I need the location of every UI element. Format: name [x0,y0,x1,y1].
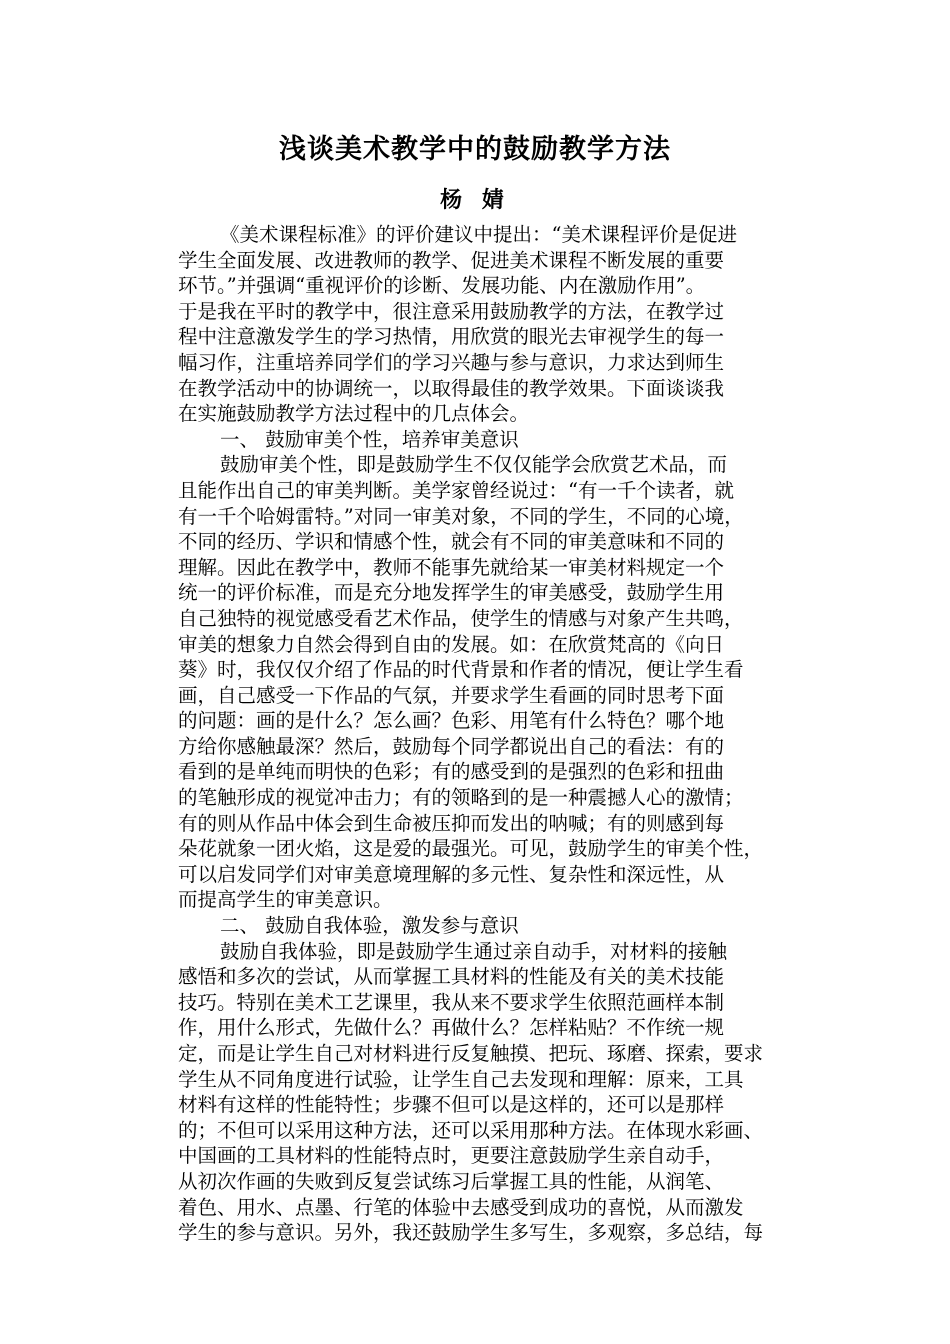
text-line: 学生的参与意识。另外，我还鼓励学生多写生，多观察，多总结，每 [178,1221,764,1245]
text-line: 不同的经历、学识和情感个性，就会有不同的审美意味和不同的 [178,530,725,554]
text-line: 于是我在平时的教学中，很注意采用鼓励教学的方法，在教学过 [178,299,725,323]
text-line: 作，用什么形式，先做什么？再做什么？怎样粘贴？不作统一规 [178,1016,725,1040]
text-line: 鼓励审美个性，即是鼓励学生不仅仅能学会欣赏艺术品，而 [220,453,728,477]
text-line: 方给你感触最深？然后，鼓励每个同学都说出自己的看法：有的 [178,734,725,758]
text-line: 鼓励自我体验，即是鼓励学生通过亲自动手，对材料的接触 [220,939,728,963]
text-line: 有一千个哈姆雷特。”对同一审美对象，不同的学生，不同的心境， [178,504,744,528]
section-heading: 二、 鼓励自我体验，激发参与意识 [220,914,519,938]
text-line: 的笔触形成的视觉冲击力；有的领略到的是一种震撼人心的激情； [178,786,744,810]
text-line: 画，自己感受一下作品的气氛，并要求学生看画的同时思考下面 [178,683,725,707]
section-heading: 一、 鼓励审美个性，培养审美意识 [220,427,519,451]
text-line: 朵花就象一团火焰，这是爱的最强光。可见，鼓励学生的审美个性， [178,837,764,861]
text-line: 审美的想象力自然会得到自由的发展。如：在欣赏梵高的《向日 [178,632,725,656]
author-name: 杨 婧 [440,187,510,213]
text-line: 在实施鼓励教学方法过程中的几点体会。 [178,402,530,426]
text-line: 技巧。特别在美术工艺课里，我从来不要求学生依照范画样本制 [178,990,725,1014]
text-line: 可以启发同学们对审美意境理解的多元性、复杂性和深远性，从 [178,862,725,886]
text-line: 的问题：画的是什么？怎么画？色彩、用笔有什么特色？哪个地 [178,709,725,733]
text-line: 统一的评价标准，而是充分地发挥学生的审美感受，鼓励学生用 [178,581,725,605]
text-line: 且能作出自己的审美判断。美学家曾经说过：“有一千个读者，就 [178,478,734,502]
text-line: 着色、用水、点墨、行笔的体验中去感受到成功的喜悦，从而激发 [178,1195,744,1219]
text-line: 定，而是让学生自己对材料进行反复触摸、把玩、琢磨、探索，要求 [178,1042,764,1065]
text-line: 在教学活动中的协调统一，以取得最佳的教学效果。下面谈谈我 [178,376,725,400]
text-line: 学生从不同角度进行试验，让学生自己去发现和理解：原来，工具 [178,1067,744,1091]
text-line: 感悟和多次的尝试，从而掌握工具材料的性能及有关的美术技能 [178,965,725,989]
text-line: 自己独特的视觉感受看艺术作品，使学生的情感与对象产生共鸣， [178,606,744,630]
text-line: 而提高学生的审美意识。 [178,888,393,912]
document-title: 浅谈美术教学中的鼓励教学方法 [279,134,671,165]
text-line: 葵》时，我仅仅介绍了作品的时代背景和作者的情况，便让学生看 [178,658,744,682]
text-line: 《美术课程标准》的评价建议中提出：“美术课程评价是促进 [220,223,737,246]
text-line: 的；不但可以采用这种方法，还可以采用那种方法。在体现水彩画、 [178,1118,764,1142]
text-line: 中国画的工具材料的性能特点时，更要注意鼓励学生亲自动手， [178,1144,725,1168]
text-line: 环节。”并强调“重视评价的诊断、发展功能、内在激励作用”。 [178,274,706,298]
text-line: 有的则从作品中体会到生命被压抑而发出的呐喊；有的则感到每 [178,811,725,835]
article-body [178,222,818,1246]
text-line: 从初次作画的失败到反复尝试练习后掌握工具的性能，从润笔、 [178,1169,725,1193]
text-line: 幅习作，注重培养同学们的学习兴趣与参与意识，力求达到师生 [178,350,725,374]
text-line: 看到的是单纯而明快的色彩；有的感受到的是强烈的色彩和扭曲 [178,760,725,784]
text-line: 材料有这样的性能特性；步骤不但可以是这样的，还可以是那样 [178,1093,725,1117]
text-line: 程中注意激发学生的学习热情，用欣赏的眼光去审视学生的每一 [178,325,725,349]
text-line: 学生全面发展、改进教师的教学、促进美术课程不断发展的重要 [178,248,725,272]
text-line: 理解。因此在教学中，教师不能事先就给某一审美材料规定一个 [178,555,725,579]
